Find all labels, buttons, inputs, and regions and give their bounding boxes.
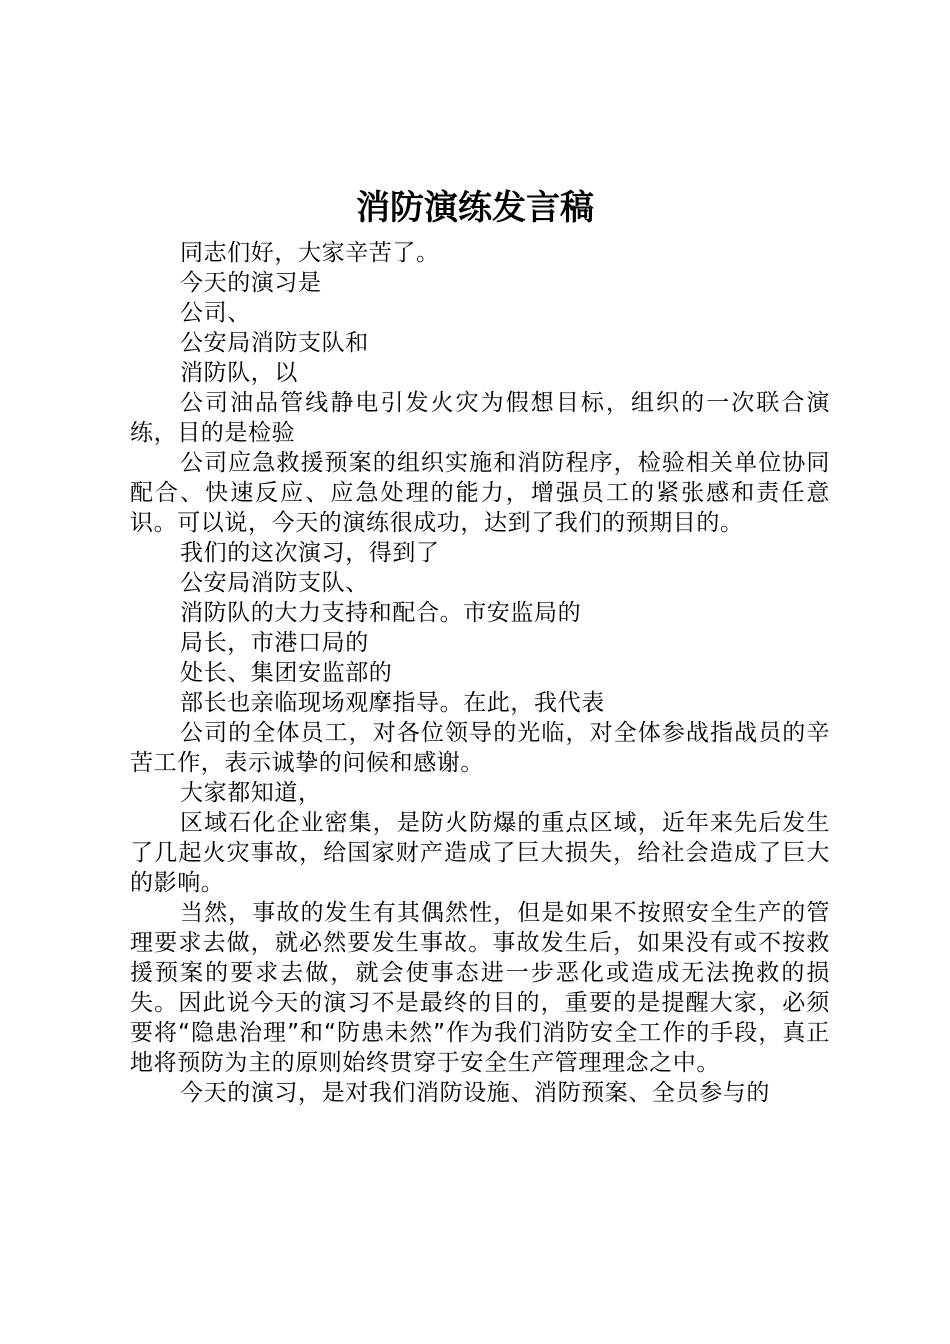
- paragraph: 当然，事故的发生有其偶然性，但是如果不按照安全生产的管理要求去做，就必然要发生事故。事故发生后，如果没有或不按救援预案的要求去做，就会使事态进一步恶化或造成无法挽救的损失。因此说今天的演习不是最终的目的，重要的是提醒大家，必须要将“隐患治理”和“防患未然”作为我们消防安全工作的手段，真正地将预防为主的原则始终贯穿于安全生产管理理念之中。: [130, 900, 830, 1076]
- paragraph: 大家都知道，: [180, 780, 322, 806]
- paragraph: 今天的演习，是对我们消防设施、消防预案、全员参与的: [180, 1080, 770, 1106]
- paragraph: 处长、集团安监部的: [180, 660, 393, 686]
- document-title: 消防演练发言稿: [356, 188, 594, 228]
- paragraph: 区域石化企业密集，是防火防爆的重点区域，近年来先后发生了几起火灾事故，给国家财产造成了巨大损失，给社会造成了巨大的影响。: [130, 810, 830, 896]
- paragraph: 公司油品管线静电引发火灾为假想目标，组织的一次联合演练，目的是检验: [130, 390, 830, 446]
- paragraph: 公司的全体员工，对各位领导的光临，对全体参战指战员的辛苦工作，表示诚挚的问候和感谢。: [130, 720, 830, 776]
- paragraph: 公司、: [180, 300, 251, 326]
- paragraph: 消防队的大力支持和配合。市安监局的: [180, 600, 582, 626]
- paragraph: 公安局消防支队和: [180, 330, 369, 356]
- paragraph: 同志们好，大家辛苦了。: [180, 240, 440, 266]
- document-body: [130, 238, 830, 1108]
- paragraph: 局长，市港口局的: [180, 630, 369, 656]
- paragraph: 部长也亲临现场观摩指导。在此，我代表: [180, 690, 605, 716]
- paragraph: 今天的演习是: [180, 270, 322, 296]
- paragraph: 我们的这次演习，得到了: [180, 540, 440, 566]
- paragraph: 公司应急救援预案的组织实施和消防程序，检验相关单位协同配合、快速反应、应急处理的能力，增强员工的紧张感和责任意识。可以说，今天的演练很成功，达到了我们的预期目的。: [130, 450, 830, 536]
- paragraph: 消防队，以: [180, 360, 298, 386]
- paragraph: 公安局消防支队、: [180, 570, 369, 596]
